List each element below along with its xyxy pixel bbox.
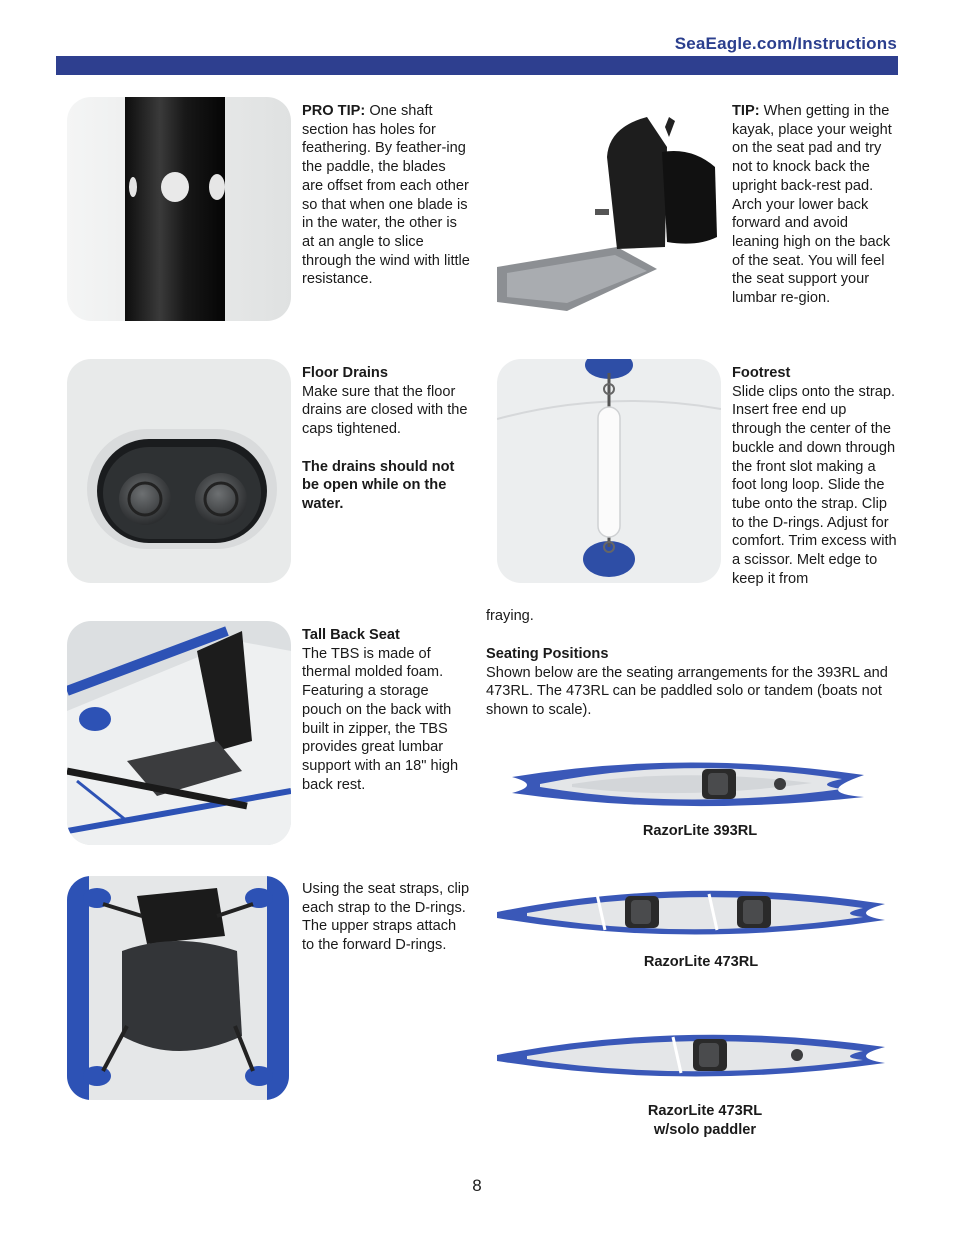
seat-tip-text: [732, 102, 898, 308]
boat-473rl-caption: RazorLite 473RL: [643, 954, 759, 970]
seat-straps-photo: [67, 876, 289, 1100]
tall-back-seat-body: The TBS is made of thermal molded foam. Featuring a storage pouch on the back with built in zipper, the TBS provides great lumbar support with an 18" high back rest.: [302, 645, 459, 793]
pro-tip-label: PRO TIP:: [302, 103, 366, 119]
boat-473rl-solo-caption-line1: RazorLite 473RL: [647, 1103, 763, 1119]
pro-tip-text: [302, 102, 470, 289]
page-number: 8: [472, 1176, 482, 1195]
seating-positions-title: Seating Positions: [486, 646, 609, 662]
seating-positions-body: Shown below are the seating arrangements for the 393RL and 473RL. The 473RL can be paddled solo or tandem (boats not shown to scale).: [486, 664, 888, 719]
floor-drains-body: Make sure that the floor drains are closed with the caps tightened.: [302, 383, 468, 438]
boat-393rl-diagram: [512, 753, 864, 815]
boat-473rl-solo-caption: [605, 1102, 805, 1140]
tall-back-seat-text: [302, 626, 470, 794]
footrest-body: Slide clips onto the strap. Insert free end up through the center of the buckle and down through the front slot making a foot long loop. Slide the tube onto the strap. Clip to the D-rings. Adjust for comfort. Trim excess with a scissor. Melt edge to keep it from: [732, 383, 897, 587]
kayak-seat-photo: [497, 97, 721, 321]
tall-back-seat-title: Tall Back Seat: [302, 627, 400, 643]
floor-drains-title: Floor Drains: [302, 365, 388, 381]
header-site-link[interactable]: SeaEagle.com/Instructions: [674, 34, 897, 53]
seating-positions-text: [486, 645, 894, 720]
boat-473rl-solo-caption-line2: w/solo paddler: [653, 1122, 757, 1138]
header-bar: [56, 56, 898, 75]
floor-drains-text: [302, 364, 470, 514]
floor-drains-warning: The drains should not be open while on the water.: [302, 458, 455, 512]
floor-drain-photo: [67, 359, 291, 583]
seat-tip-body: When getting in the kayak, place your weight on the seat pad and try not to knock back the upright back-rest pad. Arch your lower back forward and avoid leaning high on the back of the seat. You will feel the seat support your lumbar re-gion.: [732, 103, 892, 307]
paddle-shaft-photo: [67, 97, 291, 321]
boat-393rl-caption: RazorLite 393RL: [642, 823, 758, 839]
pro-tip-body: One shaft section has holes for feathering. By feather-ing the paddle, the blades are offset from each other so that when one blade is in the water, the other is at an angle to slice through the wind with little resistance.: [302, 103, 470, 288]
footrest-continued: fraying.: [486, 608, 534, 624]
footrest-title: Footrest: [732, 365, 791, 381]
boat-473rl-solo-diagram: [497, 1025, 885, 1085]
tall-back-seat-photo: [67, 621, 291, 845]
seat-straps-text: Using the seat straps, clip each strap to the D-rings. The upper straps attach to the forward D-rings.: [302, 881, 470, 954]
footrest-text: [732, 364, 898, 588]
boat-473rl-diagram: [497, 880, 885, 946]
seat-tip-label: TIP:: [732, 103, 760, 119]
footrest-photo: [497, 359, 721, 583]
